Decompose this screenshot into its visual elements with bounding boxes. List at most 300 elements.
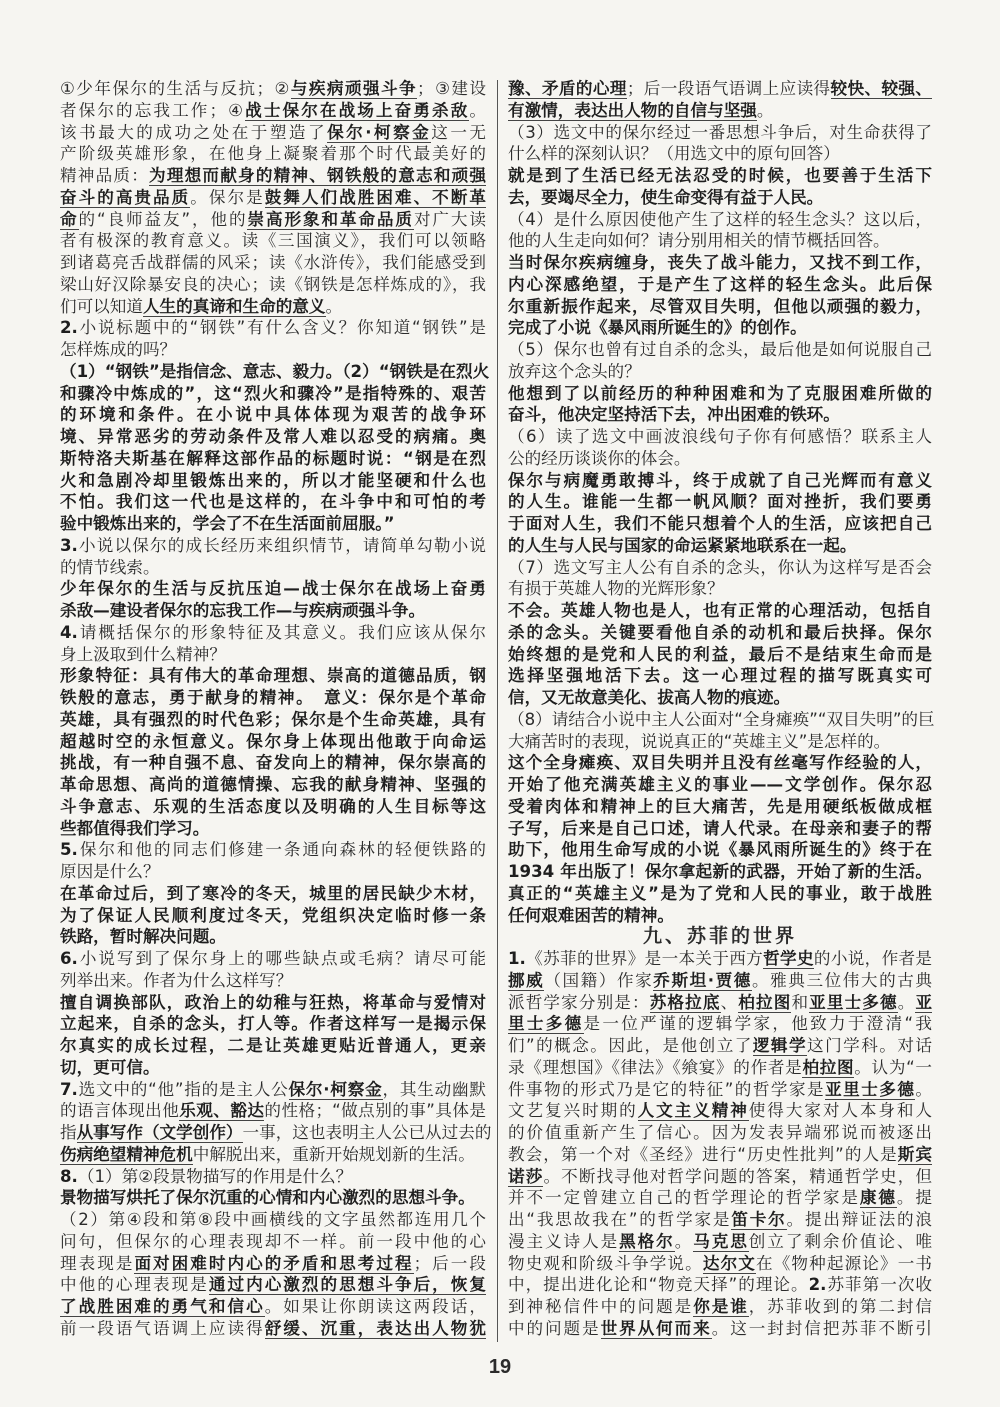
bold-text: 保尔与病魔勇敢搏斗，终于成就了自己光辉而有意义 — [508, 470, 932, 490]
text-line — [508, 165, 932, 187]
text-line — [60, 100, 486, 122]
answer-underlined-text: 了战胜困难的勇气和信心 — [60, 1297, 265, 1316]
text-segment: 《苏菲的世界》是一本关于西方 — [525, 949, 764, 968]
text-segment: 小说写到了保尔身上的哪些缺点或毛病？请尽可能 — [77, 949, 486, 968]
bold-text: 形象特征：具有伟大的革命理想、崇高的道德品质，钢 — [60, 666, 486, 686]
bold-text: 助下，他用生命写成的小说《暴风雨所诞生的》终于在 — [508, 840, 932, 860]
bold-text: 铁般的意志，勇于献身的精神。 意义：保尔是个革命 — [60, 688, 486, 707]
text-segment: 。认为“一 — [854, 1057, 932, 1077]
answer-underlined-text: 诺莎 — [508, 1166, 544, 1186]
text-line — [508, 687, 932, 709]
text-segment: 和 — [791, 992, 810, 1012]
text-line — [60, 491, 486, 513]
text-segment: 原因是什么？ — [60, 862, 160, 881]
text-line — [508, 1209, 932, 1231]
text-line — [508, 187, 932, 209]
text-line — [60, 905, 486, 927]
answer-underlined-text: 亚里士多德 — [825, 1079, 916, 1099]
bold-text: 不会。英雄人物也是人，也有正常的心理活动，包括自 — [508, 601, 932, 620]
text-line — [508, 622, 932, 644]
text-line — [508, 600, 932, 622]
text-line — [60, 557, 486, 579]
bold-text: 内心深感绝望，于是产生了这样的轻生念头。此后保 — [508, 274, 932, 294]
text-line — [508, 513, 932, 535]
text-line — [60, 796, 486, 818]
answer-underlined-text: 舒缓、沉重，表达出人物犹 — [264, 1318, 486, 1338]
text-line — [508, 731, 932, 753]
text-segment: 。 — [897, 992, 916, 1012]
answer-underlined-text: 黑格尔 — [619, 1231, 675, 1251]
bold-text: 火和急剧冷却里锻炼出来的，所以才能坚硬和什么也 — [60, 470, 486, 490]
text-line — [60, 143, 486, 165]
answer-underlined-text: 人文主义精神 — [637, 1101, 749, 1121]
text-line — [508, 1231, 932, 1253]
bold-text: 尔真实的成长过程，二是让英雄更贴近普通人，更亲 — [60, 1036, 486, 1055]
text-line — [60, 339, 486, 361]
bold-text: 不怕。我们这一代也是这样的，在斗争中和可怕的考 — [60, 492, 486, 512]
text-segment: （6）读了选文中画波浪线句子你有何感悟？联系主人 — [508, 427, 932, 446]
text-line — [60, 274, 486, 296]
bold-text: 和骤冷中炼成的”，这“烈火和骤冷”是指特殊的、艰苦 — [60, 383, 486, 403]
bold-text: 挑战，有一种自强不息、奋发向上的精神，保尔崇高的 — [60, 753, 486, 773]
text-segment: （2）第④段和第⑧段中画横线的文字虽然都连用几个 — [60, 1210, 486, 1229]
text-line — [60, 970, 486, 992]
section-heading: 九、苏菲的世界 — [642, 925, 797, 948]
text-line — [508, 1035, 932, 1057]
page-number: 19 — [488, 1356, 512, 1378]
text-segment: （4）是什么原因使他产生了这样的轻生念头？这以后， — [508, 209, 932, 229]
bold-text: 杀敌—建设者保尔的忘我工作—与疾病顽强斗争。 — [60, 601, 426, 620]
text-segment: 大痛苦时的表现，说说真正的“英雄主义”是怎样的。 — [508, 731, 891, 751]
text-line — [60, 513, 486, 535]
bold-text: 1. — [508, 949, 526, 968]
text-segment: 是一位严谨的逻辑学家，他致力于澄清“我 — [583, 1014, 932, 1034]
text-line — [508, 448, 932, 470]
text-line — [60, 448, 486, 470]
text-line — [508, 557, 932, 579]
bold-text: 在革命过后，到了寒冷的冬天，城里的居民缺少木材， — [60, 883, 486, 903]
text-line — [60, 1187, 486, 1209]
text-line — [508, 861, 932, 883]
bold-text: 5. — [60, 840, 78, 860]
right-column — [508, 78, 935, 1340]
text-line — [508, 1013, 932, 1035]
text-line — [508, 491, 932, 513]
text-segment: 到神秘信件中的问题是 — [508, 1297, 694, 1316]
text-line — [60, 404, 486, 426]
bold-text: 子写，后来是自己口述，请人代录。在母亲和妻子的帮 — [508, 818, 932, 838]
text-segment: 教会，第一个对《圣经》进行“历史性批判”的人是 — [508, 1144, 898, 1164]
text-segment: （5）保尔也曾有过自杀的念头，最后他是如何说服自己 — [508, 340, 932, 359]
answer-underlined-text: 豫、矛盾的心理 — [508, 79, 627, 98]
text-line — [60, 1253, 486, 1275]
text-line — [60, 1274, 486, 1296]
text-segment: 有损于英雄人物的光辉形象？ — [508, 579, 724, 599]
answer-underlined-text: 乔斯坦·贾德 — [653, 970, 752, 990]
column-divider — [497, 80, 498, 1342]
text-line — [508, 883, 932, 905]
text-segment: 录《理想国》《律法》《飨宴》的作者是 — [508, 1057, 803, 1077]
text-line — [508, 818, 932, 840]
text-line — [60, 1144, 486, 1166]
bold-text: 2. — [808, 1275, 827, 1295]
text-segment: 者有极深的教育意义。读《三国演义》，我们可以领略 — [60, 231, 486, 251]
bold-text: 奋斗，他决定坚持活下去，冲出困难的铁环。 — [508, 405, 840, 425]
text-segment: 。 — [915, 1079, 932, 1099]
answer-underlined-text: 斯宾 — [897, 1144, 933, 1164]
text-line — [60, 752, 486, 774]
text-line — [508, 230, 932, 252]
bold-text: 完成了小说《暴风雨所诞生的》的创作。 — [508, 318, 807, 338]
answer-underlined-text: 奋斗的高贵品质 — [60, 187, 191, 207]
answer-underlined-text: 从事写作（文学创作） — [76, 1123, 243, 1142]
bold-text: 斯特洛夫斯基在解释这部作品的标题时说：“钢是在烈 — [60, 448, 486, 468]
text-line — [508, 1253, 932, 1275]
bold-text: 任何艰难困苦的精神。 — [508, 905, 674, 925]
bold-text: 受着肉体和精神上的巨大痛苦，先是用硬纸板做成框 — [508, 796, 932, 816]
text-line — [60, 687, 486, 709]
text-segment: 问句，但保尔的心理表现却不一样。前一段中他的心 — [60, 1231, 486, 1251]
text-segment: （国籍）作家 — [544, 970, 654, 990]
text-segment: 的性格；“做点别的事”具体是 — [264, 1101, 486, 1121]
text-segment: 小说以保尔的成长经历来组织情节，请简单勾勒小说 — [77, 535, 486, 555]
text-segment: 。不断找寻他对哲学问题的答案，精通哲学史，但 — [543, 1166, 933, 1186]
bold-text: 6. — [60, 949, 78, 968]
text-line — [60, 861, 486, 883]
text-line — [508, 1079, 932, 1101]
text-line — [60, 883, 486, 905]
text-segment: 小说标题中的“钢铁”有什么含义？你知道“钢铁”是 — [77, 318, 486, 338]
text-segment: 中解脱出来，重新开始规划新的生活。 — [192, 1144, 475, 1164]
bold-text: 立起来，自杀的念头，打人等。作者这样写一是揭示保 — [60, 1014, 486, 1034]
answer-underlined-text: 命 — [60, 209, 79, 229]
bold-text: 4. — [60, 622, 78, 642]
text-segment: 中他的心理表现是 — [60, 1275, 209, 1295]
bold-text: 信，又无故意美化、拔高人物的痕迹。 — [508, 688, 791, 707]
bold-text: 尔重新振作起来，尽管双目失明，但他以顽强的毅力， — [508, 296, 932, 316]
text-line — [508, 1318, 932, 1340]
text-line — [508, 644, 932, 666]
bold-text: 切，更可信。 — [60, 1057, 160, 1077]
bold-text: 的环境和条件。在小说中具体体现为艰苦的战争环 — [60, 405, 486, 425]
text-segment: ①少年保尔的生活与反抗；② — [60, 79, 291, 98]
text-segment: （7）选文写主人公有自杀的念头，你认为这样写是否会 — [508, 557, 932, 577]
answer-underlined-text: 战士保尔在战场上奋勇杀敌 — [245, 100, 470, 120]
answer-underlined-text: 面对困难时内心的矛盾和思考过程 — [134, 1253, 414, 1273]
text-segment: ；③建设 — [417, 79, 486, 98]
text-line — [508, 948, 932, 970]
text-line — [60, 187, 486, 209]
answer-underlined-text: 人生的真谛和生命的意义 — [142, 296, 326, 316]
text-line — [508, 1100, 932, 1122]
text-segment: 的价值重新产生了信心。因为发表异端邪说而被逐出 — [508, 1123, 932, 1142]
answer-underlined-text: 亚 — [915, 992, 933, 1012]
bold-text: 8. — [60, 1166, 78, 1186]
text-segment: ，苏菲收到的第二封信 — [748, 1297, 933, 1316]
text-segment: 对广大读 — [413, 209, 487, 229]
bold-text: 开始了他充满英雄主义的事业——文学创作。保尔忍 — [508, 775, 932, 794]
text-segment: 的情节线索。 — [60, 557, 160, 577]
text-line — [60, 731, 486, 753]
text-line — [508, 122, 932, 144]
text-line — [508, 578, 932, 600]
text-line — [508, 796, 932, 818]
bold-text: 验中锻炼出来的，学会了不在生活面前屈服。” — [60, 514, 395, 533]
text-line — [60, 644, 486, 666]
text-line — [60, 1231, 486, 1253]
text-line — [508, 470, 932, 492]
text-line — [508, 274, 932, 296]
text-segment: 公的经历谈谈你的体会。 — [508, 448, 691, 468]
text-line — [60, 165, 486, 187]
text-line — [508, 1144, 932, 1166]
answer-underlined-text: 伤病绝望精神危机 — [60, 1144, 193, 1164]
text-line — [508, 143, 932, 165]
text-segment: 漫主义诗人是 — [508, 1231, 620, 1251]
text-line — [60, 665, 486, 687]
answer-underlined-text: 挪威 — [508, 970, 545, 990]
text-line — [60, 1296, 486, 1318]
text-line — [60, 296, 486, 318]
text-line — [60, 361, 490, 383]
text-line — [60, 426, 486, 448]
text-segment: 到诸葛亮舌战群儒的风采；读《水浒传》，我们能感受到 — [60, 253, 486, 272]
text-segment: ；后一段 — [413, 1253, 486, 1273]
text-line — [60, 1122, 492, 1144]
text-segment: 的语言体现出他 — [60, 1101, 180, 1121]
text-segment: 。 — [469, 100, 486, 120]
text-line — [508, 1274, 932, 1296]
answer-underlined-text: 马克思 — [693, 1231, 749, 1251]
bold-text: 境、异常恶劣的劳动条件及常人难以忍受的病痛。奥 — [60, 427, 486, 446]
text-segment: 中，提出进化论和“物竞天择”的理论。 — [508, 1275, 809, 1295]
text-segment: 。如果让你朗读这两段话， — [264, 1297, 486, 1316]
text-segment: 怎样炼成的吗？ — [60, 340, 177, 359]
bold-text: 杀的念头。关键要看他自杀的动机和最后抉择。保尔 — [508, 622, 932, 642]
answer-underlined-text: 崇高形象和革命品质 — [247, 209, 414, 229]
text-line — [508, 992, 932, 1014]
text-segment: 这门学科。对话 — [807, 1036, 933, 1055]
text-segment: 。提出辩证法的浪 — [786, 1210, 933, 1229]
bold-text: 就是到了生活已经无法忍受的时候，也要善于生活下 — [508, 166, 932, 185]
text-segment: 一事，这也表明主人公已从过去的 — [242, 1123, 492, 1142]
text-line — [508, 339, 932, 361]
text-line — [60, 774, 486, 796]
answer-underlined-text: 哲学史 — [763, 949, 814, 968]
text-segment: 。 — [674, 1231, 694, 1251]
text-line — [508, 317, 932, 339]
text-segment: 者保尔的忘我工作；④ — [60, 100, 246, 120]
bold-text: 3. — [60, 535, 78, 555]
text-line — [508, 1057, 932, 1079]
text-line — [508, 709, 935, 731]
text-segment: 件事物的形式乃是它的特征”的哲学家是 — [508, 1079, 826, 1099]
bold-text: 他想到了以前经历的种种困难和为了克服困难所做的 — [508, 383, 932, 403]
bold-text: 始终想的是党和人民的利益，最后不是结束生命而是 — [508, 644, 932, 664]
text-line — [508, 1187, 932, 1209]
text-line — [60, 578, 486, 600]
text-segment: 理表现是 — [60, 1253, 135, 1273]
answer-underlined-text: 保尔·柯察金 — [327, 122, 432, 142]
text-line — [60, 230, 486, 252]
text-line — [60, 1318, 486, 1340]
text-segment: 们”的概念。因此，是他创立了 — [508, 1036, 753, 1055]
text-line — [508, 361, 932, 383]
bold-text: 2. — [60, 318, 78, 338]
text-line — [508, 970, 932, 992]
text-segment: 保尔和他的同志们修建一条通向森林的轻便铁路的 — [77, 840, 486, 860]
text-segment: 梁山好汉除暴安良的决心；读《钢铁是怎样炼成的》，我 — [60, 274, 486, 294]
text-segment: 。保尔是 — [190, 187, 265, 207]
text-segment: 。提 — [896, 1188, 933, 1208]
bold-text: 的人生。谁能一生都一帆风顺？面对挫折，我们要勇 — [508, 492, 932, 512]
text-segment: 。 — [756, 100, 774, 120]
text-line — [60, 622, 486, 644]
text-line — [60, 1057, 486, 1079]
text-segment: 在《物种起源论》一书 — [756, 1253, 933, 1273]
text-segment: 中的问题是 — [508, 1318, 601, 1338]
bold-text: 7. — [60, 1079, 78, 1099]
answer-underlined-text: 你是谁 — [693, 1297, 749, 1316]
text-line — [60, 600, 486, 622]
text-segment: 选文中的“他”指的是主人公 — [77, 1079, 289, 1099]
text-segment: 。这一封封信把苏菲不断引 — [711, 1318, 933, 1338]
answer-underlined-text: 乐观、豁达 — [179, 1101, 265, 1121]
text-segment: 放弃这个念头的？ — [508, 361, 641, 381]
text-segment: 指 — [60, 1123, 77, 1142]
bold-text: 去，要竭尽全力，使生命变得有益于人民。 — [508, 187, 824, 207]
answer-underlined-text: 有激情，表达出人物的自信与坚强 — [508, 100, 757, 120]
bold-text: 革命思想、高尚的道德情操、忘我的献身精神、坚强的 — [60, 775, 486, 794]
text-line — [508, 1166, 932, 1188]
text-line — [508, 404, 932, 426]
text-line — [508, 1122, 932, 1144]
text-segment: 的“良师益友”，他的 — [78, 209, 248, 229]
text-line — [60, 78, 486, 100]
bold-text: 这个全身瘫痪、双目失明并且没有丝毫写作经验的人， — [508, 753, 932, 773]
answer-underlined-text: 保尔·柯察金 — [288, 1079, 383, 1099]
bold-text: 擅自调换部队，政治上的幼稚与狂热，将革命与爱情对 — [60, 992, 486, 1012]
text-segment: 身上汲取到什么精神？ — [60, 644, 226, 664]
text-segment: （8）请结合小说中主人公面对“全身瘫痪”“双目失明”的巨 — [508, 709, 935, 729]
text-line — [60, 317, 486, 339]
bold-text: 当时保尔疾病缠身，丧失了战斗能力，又找不到工作， — [508, 253, 932, 272]
bold-text: 些都值得我们学习。 — [60, 818, 210, 838]
text-line — [60, 535, 486, 557]
bold-text: 景物描写烘托了保尔沉重的心情和内心激烈的思想斗争。 — [60, 1188, 475, 1208]
text-line — [60, 926, 486, 948]
text-segment: 使得大家对人本身和人 — [748, 1101, 933, 1121]
text-line — [60, 1166, 486, 1188]
text-line — [60, 383, 486, 405]
text-line — [508, 535, 932, 557]
text-line — [508, 839, 932, 861]
text-segment: 。 — [325, 296, 343, 316]
text-segment: （1）第②段景物描写的作用是什么？ — [77, 1166, 353, 1186]
text-line — [60, 1013, 486, 1035]
text-line — [508, 1296, 932, 1318]
answer-underlined-text: 逻辑学 — [752, 1036, 808, 1055]
text-segment: 苏菲第一次收 — [826, 1275, 932, 1295]
text-line — [60, 1035, 486, 1057]
text-line — [60, 1100, 486, 1122]
text-segment: 产阶级英雄形象，在他身上凝聚着那个时代最美好的 — [60, 144, 486, 164]
answer-underlined-text: 世界从何而来 — [600, 1318, 712, 1338]
text-segment: 、 — [720, 992, 739, 1012]
text-line — [60, 948, 486, 970]
answer-underlined-text: 鼓舞人们战胜困难、不断革 — [264, 187, 486, 207]
text-line — [60, 992, 486, 1014]
answer-underlined-text: 亚里士多德 — [809, 992, 898, 1012]
bold-text: 为了保证人民顺利度过冬天，党组织决定临时修一条 — [60, 905, 486, 925]
text-segment: 列举出来。作者为什么这样写？ — [60, 970, 293, 990]
answer-underlined-text: 里士多德 — [508, 1014, 584, 1034]
answer-underlined-text: 苏格拉底 — [649, 992, 721, 1012]
text-segment: 派哲学家分别是： — [508, 992, 650, 1012]
answer-underlined-text: 较快、较强、 — [830, 79, 933, 98]
bold-text: 超越时空的永恒意义。保尔身上体现出他敢于向命运 — [60, 731, 486, 751]
left-column — [60, 78, 492, 1340]
text-line — [508, 774, 932, 796]
answer-underlined-text: 与疾病顽强斗争 — [290, 79, 418, 98]
text-segment: 前一段语气语调上应读得 — [60, 1318, 265, 1338]
text-segment: ；后一段语气语调上应读得 — [626, 79, 831, 98]
text-line — [60, 1079, 486, 1101]
text-segment: 的小说，作者是 — [813, 949, 933, 968]
bold-text: 真正的“英雄主义”是为了党和人民的事业，敢于战胜 — [508, 883, 932, 903]
answer-underlined-text: 达尔文 — [702, 1253, 756, 1273]
text-line — [60, 122, 486, 144]
text-line — [508, 383, 932, 405]
text-segment: 出“我思故我在”的哲学家是 — [508, 1210, 732, 1229]
text-segment: 创立了剩余价值论、唯 — [748, 1231, 933, 1251]
text-line — [508, 78, 932, 100]
text-line — [508, 296, 932, 318]
text-segment: ，其生动幽默 — [382, 1079, 486, 1099]
answer-underlined-text: 柏拉图 — [738, 992, 792, 1012]
text-line — [508, 426, 932, 448]
text-segment: 精神品质： — [60, 166, 150, 185]
text-line — [60, 1209, 486, 1231]
text-line — [508, 100, 932, 122]
text-line — [508, 752, 932, 774]
text-line — [508, 665, 932, 687]
text-segment: 物史观和阶级斗争学说。 — [508, 1253, 703, 1273]
answer-underlined-text: 柏拉图 — [802, 1057, 855, 1077]
text-segment: （3）选文中的保尔经过一番思想斗争后，对生命获得了 — [508, 122, 932, 142]
text-line — [60, 839, 486, 861]
text-line — [60, 709, 486, 731]
text-line — [508, 209, 932, 231]
bold-text: 1934 年出版了！保尔拿起新的武器，开始了新的生活。 — [508, 862, 932, 881]
bold-text: 于面对人生，我们不能只想着个人的生活，应该把自己 — [508, 514, 932, 533]
bold-text: 斗争意志、乐观的生活态度以及明确的人生目标等这 — [60, 796, 486, 816]
bold-text: 英雄，具有强烈的时代色彩；保尔是个生命英雄，具有 — [60, 709, 486, 729]
text-segment: 请概括保尔的形象特征及其意义。我们应该从保尔 — [77, 622, 486, 642]
bold-text: 的人生与人民与国家的命运紧紧地联系在一起。 — [508, 535, 857, 555]
text-line — [60, 470, 486, 492]
text-segment: 。雅典三位伟大的古典 — [751, 970, 933, 990]
bold-text: 少年保尔的生活与反抗压迫—战士保尔在战场上奋勇 — [60, 579, 486, 599]
answer-underlined-text: 笛卡尔 — [731, 1210, 787, 1229]
text-segment: 该书最大的成功之处在于塑造了 — [60, 122, 328, 142]
answer-underlined-text: 为理想而献身的精神、钢铁般的意志和顽强 — [149, 166, 487, 185]
bold-text: 选择坚强地活下去。这一心理过程的描写既真实可 — [508, 666, 932, 686]
text-segment: 这一无 — [431, 122, 486, 142]
answer-underlined-text: 康德 — [859, 1188, 897, 1208]
text-line — [60, 209, 486, 231]
bold-text: （1）“钢铁”是指信念、意志、毅力。（2）“钢铁是在烈火 — [60, 361, 490, 381]
